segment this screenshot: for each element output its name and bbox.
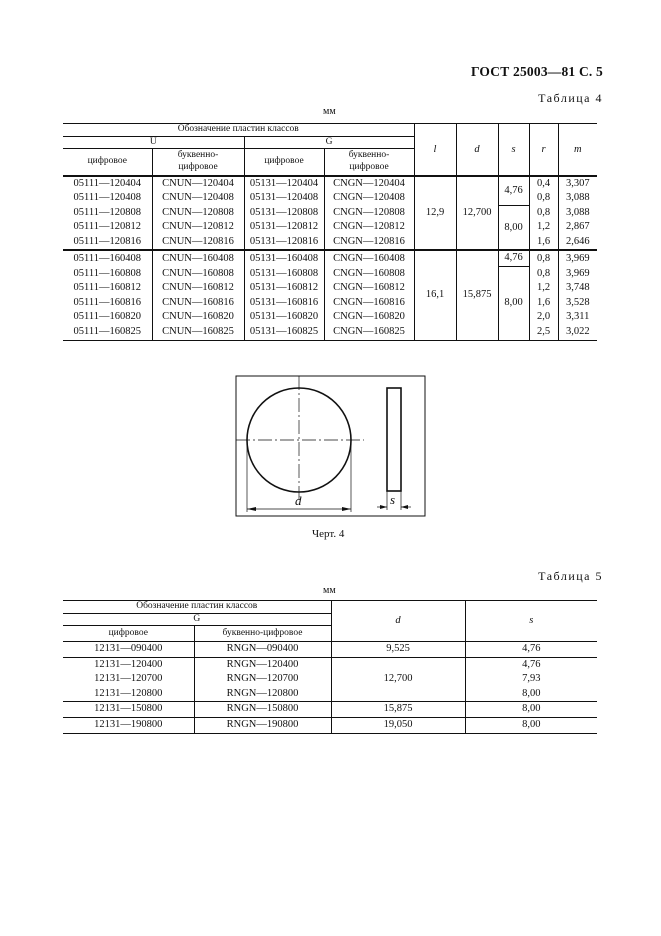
value-r: 1,6 [529,235,558,251]
code-alnum-g: CNGN—160816 [324,296,414,311]
table5-group-header: Обозначение пластин классов [63,601,331,614]
value-r: 0,8 [529,191,558,206]
value-s: 4,76 [498,250,529,266]
value-m: 3,088 [565,206,590,218]
code-alnum-g: CNGN—160825 [324,325,414,340]
value-d: 9,525 [331,642,465,658]
code-numeric-u: 05111—120404 [63,176,152,192]
code-alnum-g: CNGN—120808 [324,206,414,221]
table4-class-g: G [244,136,414,149]
value-r: 1,2 [529,220,558,235]
code-numeric: 12131—150800 [63,702,194,718]
value-m: 3,088 [565,192,590,204]
value-m: 3,307 [565,177,590,189]
code-alnum: RNGN—120700 [194,672,331,687]
figure-caption: Черт. 4 [312,528,345,540]
code-numeric: 12131—120800 [63,687,194,702]
code-numeric-u: 05111—160808 [63,267,152,282]
table4-group-header: Обозначение пластин классов [63,124,414,137]
table-row [63,672,597,687]
code-numeric-u: 05111—160408 [63,250,152,266]
code-alnum-g: CNGN—120408 [324,191,414,206]
code-numeric-g: 05131—160408 [244,250,324,266]
table4-col-s: s [498,124,529,176]
table4-class-u: U [63,136,244,149]
code-alnum-u: CNUN—160408 [152,250,244,266]
code-numeric-g: 05131—120404 [244,176,324,192]
value-d: 12,700 [456,176,498,251]
value-l: 16,1 [414,250,456,340]
code-alnum: RNGN—120400 [194,657,331,672]
value-r: 2,5 [529,325,558,340]
value-r: 0,8 [529,206,558,221]
table4-unit: мм [323,106,336,117]
value-s: 8,00 [522,703,541,715]
code-numeric-u: 05111—160816 [63,296,152,311]
table4-col-alnum-u: буквенно- цифровое [152,149,244,176]
code-alnum-g: CNGN—160812 [324,281,414,296]
table4-col-l: l [414,124,456,176]
value-r: 0,4 [529,176,558,192]
value-d: 12,700 [331,657,465,702]
value-s: 4,76 [498,176,529,206]
table-row [63,702,597,718]
value-m: 3,528 [565,296,590,308]
code-numeric-u: 05111—120812 [63,220,152,235]
value-m: 2,867 [565,221,590,233]
value-l: 12,9 [414,176,456,251]
value-d: 15,875 [456,250,498,340]
code-numeric-u: 05111—120808 [63,206,152,221]
code-alnum-u: CNUN—160816 [152,296,244,311]
value-m: 2,646 [565,235,590,247]
table4-col-numeric-g: цифровое [244,149,324,176]
value-r: 0,8 [529,267,558,282]
value-s: 7,93 [522,673,541,685]
value-r: 0,8 [529,250,558,266]
code-numeric: 12131—190800 [63,717,194,733]
code-numeric-g: 05131—120808 [244,206,324,221]
value-r: 2,0 [529,310,558,325]
table4-col-r: r [529,124,558,176]
value-r: 1,2 [529,281,558,296]
code-numeric-g: 05131—160812 [244,281,324,296]
code-numeric-u: 05111—160825 [63,325,152,340]
code-numeric: 12131—120700 [63,672,194,687]
code-alnum-u: CNUN—120808 [152,206,244,221]
dim-label-d: d [295,493,302,508]
code-alnum-g: CNGN—120812 [324,220,414,235]
table4-col-d: d [456,124,498,176]
code-numeric-g: 05131—160825 [244,325,324,340]
code-alnum: RNGN—090400 [194,642,331,658]
value-s: 8,00 [522,687,541,699]
code-alnum-u: CNUN—160808 [152,267,244,282]
code-numeric-g: 05131—160820 [244,310,324,325]
code-numeric-g: 05131—160808 [244,267,324,282]
table5-col-d: d [331,601,465,642]
table5-label: Таблица 5 [538,569,603,583]
code-alnum: RNGN—120800 [194,687,331,702]
value-s: 4,76 [522,643,541,654]
plate-side-view [387,388,401,491]
code-alnum-g: CNGN—160820 [324,310,414,325]
table-row [63,717,597,733]
code-alnum: RNGN—190800 [194,717,331,733]
code-numeric-g: 05131—160816 [244,296,324,311]
table5 [63,600,597,734]
table5-class-g: G [63,613,331,626]
value-d: 15,875 [331,702,465,718]
code-alnum-u: CNUN—120812 [152,220,244,235]
value-m: 3,969 [565,252,590,264]
value-r: 1,6 [529,296,558,311]
code-alnum: RNGN—150800 [194,702,331,718]
table4-col-numeric-u: цифровое [63,149,152,176]
value-m: 3,748 [565,282,590,294]
code-numeric: 12131—120400 [63,657,194,672]
code-numeric-u: 05111—120408 [63,191,152,206]
code-alnum-u: CNUN—120404 [152,176,244,192]
table5-col-alnum: буквенно-цифровое [222,627,303,638]
table-row [63,657,597,672]
value-s: 8,00 [498,206,529,251]
value-m: 3,022 [565,325,590,337]
value-s: 8,00 [522,718,541,730]
value-s: 8,00 [498,267,529,340]
page-header: ГОСТ 25003—81 С. 5 [470,64,603,79]
code-alnum-g: CNGN—120404 [324,176,414,192]
code-alnum-g: CNGN—160808 [324,267,414,282]
code-alnum-u: CNUN—160825 [152,325,244,340]
code-numeric-g: 05131—120812 [244,220,324,235]
code-numeric: 12131—090400 [63,642,194,658]
value-m: 3,969 [565,267,590,279]
table5-unit: мм [323,585,336,596]
table5-col-s: s [465,601,597,642]
code-alnum-g: CNGN—160408 [324,250,414,266]
table5-col-numeric: цифровое [63,626,194,642]
table4-col-m: m [558,124,597,176]
value-d: 19,050 [331,717,465,733]
code-alnum-g: CNGN—120816 [324,235,414,251]
code-numeric-u: 05111—160812 [63,281,152,296]
table-row [63,687,597,702]
table4-col-alnum-g: буквенно- цифровое [348,150,390,172]
dim-label-s: s [390,492,396,507]
table4-label: Таблица 4 [538,91,603,105]
value-m: 3,311 [566,311,590,323]
code-alnum-u: CNUN—160820 [152,310,244,325]
code-numeric-g: 05131—120816 [244,235,324,251]
code-alnum-u: CNUN—120816 [152,235,244,251]
code-alnum-u: CNUN—160812 [152,281,244,296]
code-numeric-u: 05111—160820 [63,310,152,325]
value-s: 4,76 [522,658,541,670]
code-numeric-g: 05131—120408 [244,191,324,206]
table-row [63,642,597,658]
code-alnum-u: CNUN—120408 [152,191,244,206]
code-numeric-u: 05111—120816 [63,235,152,251]
